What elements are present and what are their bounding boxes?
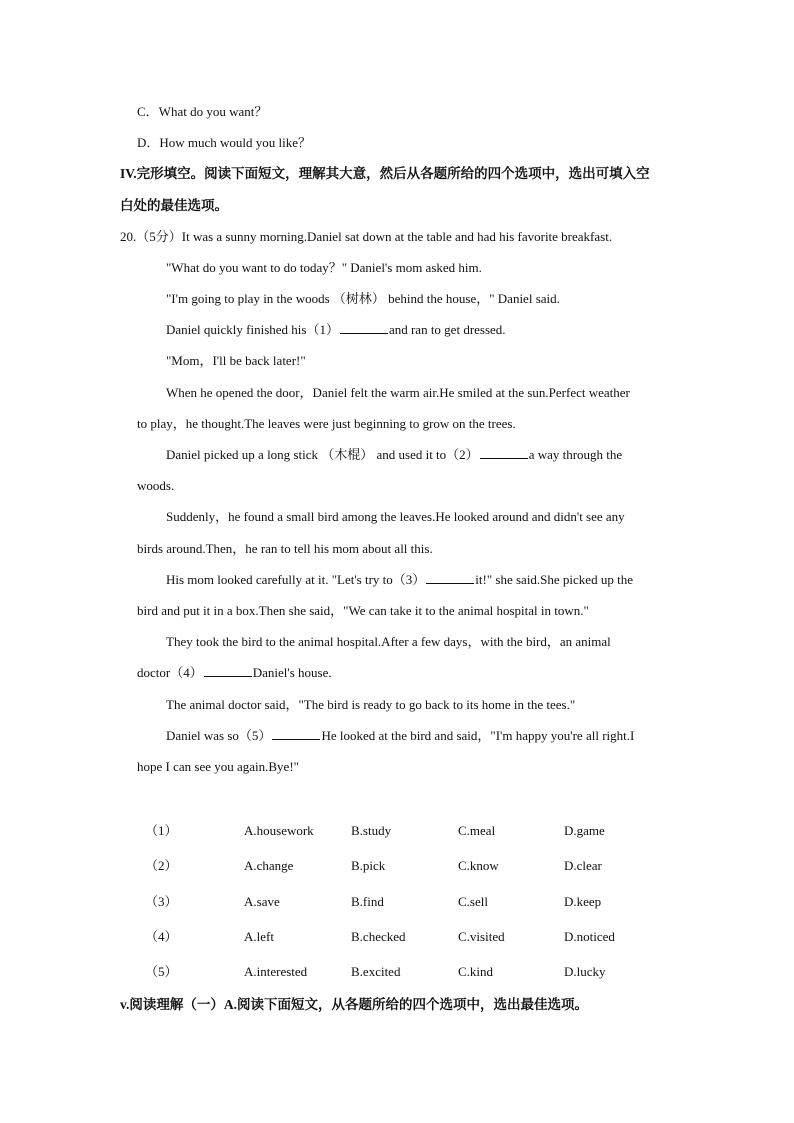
choice-c: C.visited	[458, 929, 505, 944]
choice-d: D.keep	[564, 894, 602, 909]
choice-number: （1）	[145, 823, 178, 838]
blank-1	[340, 321, 388, 334]
passage-para-7-line2: birds around.Then，he ran to tell his mom about all this.	[137, 541, 433, 556]
passage-para-11-line2: hope I can see you again.Bye!"	[137, 759, 299, 774]
option-d: D．How much would you like？	[137, 135, 312, 150]
para-11-before-blank: Daniel was so（5）	[166, 728, 272, 743]
section-4-heading-line1: IV.完形填空。阅读下面短文，理解其大意，然后从各题所给的四个选项中，选出可填入空	[120, 166, 650, 181]
passage-para-2: "I'm going to play in the woods （树林） behind the house，" Daniel said.	[166, 291, 560, 306]
choice-number: （5）	[145, 964, 178, 979]
choice-d: D.noticed	[564, 929, 615, 944]
choice-row-4	[145, 928, 705, 946]
para-8-after-blank: it!" she said.She picked up the	[475, 572, 633, 587]
para-9-after-blank: Daniel's house.	[252, 665, 332, 680]
choice-row-1	[145, 822, 705, 840]
choice-a: A.interested	[244, 964, 308, 979]
section-5-heading: v.阅读理解（一）A.阅读下面短文，从各题所给的四个选项中，选出最佳选项。	[120, 997, 589, 1012]
choice-c: C.sell	[458, 894, 488, 909]
choice-a: A.housework	[244, 823, 314, 838]
blank-4	[204, 664, 252, 677]
choice-number: （2）	[145, 858, 178, 873]
choice-d: D.game	[564, 823, 605, 838]
passage-para-1: "What do you want to do today？" Daniel's mom asked him.	[166, 260, 482, 275]
choice-row-5	[145, 963, 705, 981]
choice-number: （3）	[145, 894, 178, 909]
passage-para-5-line1: When he opened the door，Daniel felt the warm air.He smiled at the sun.Perfect weather	[166, 385, 630, 400]
blank-3	[426, 571, 474, 584]
choice-b: B.excited	[351, 964, 401, 979]
choice-b: B.pick	[351, 858, 386, 873]
choice-c: C.meal	[458, 823, 496, 838]
para-6-after-blank: a way through the	[528, 447, 623, 462]
choice-c: C.kind	[458, 964, 494, 979]
choice-row-2	[145, 857, 705, 875]
para-6-before-blank: Daniel picked up a long stick （木棍） and used it to（2）	[166, 447, 479, 462]
passage-para-6-line2: woods.	[137, 478, 175, 493]
passage-para-8-line1	[166, 571, 633, 589]
blank-2	[480, 446, 528, 459]
choice-d: D.lucky	[564, 964, 606, 979]
passage-para-10: The animal doctor said，"The bird is ready to go back to its home in the tees."	[166, 697, 576, 712]
choice-a: A.save	[244, 894, 280, 909]
passage-para-11-line1	[166, 727, 634, 745]
passage-para-4: "Mom，I'll be back later!"	[166, 353, 306, 368]
choice-row-3	[145, 893, 705, 911]
choice-a: A.left	[244, 929, 274, 944]
choice-d: D.clear	[564, 858, 602, 873]
question-20-first-line: 20.（5分）It was a sunny morning.Daniel sat down at the table and had his favorite breakfast.	[120, 229, 613, 244]
para-11-after-blank: He looked at the bird and said，"I'm happy you're all right.I	[321, 728, 635, 743]
choice-b: B.study	[351, 823, 392, 838]
passage-para-8-line2: bird and put it in a box.Then she said，"We can take it to the animal hospital in town."	[137, 603, 589, 618]
choice-c: C.know	[458, 858, 499, 873]
section-4-heading-line2: 白处的最佳选项。	[120, 198, 228, 213]
passage-para-7-line1: Suddenly，he found a small bird among the leaves.He looked around and didn't see any	[166, 509, 625, 524]
choice-a: A.change	[244, 858, 294, 873]
passage-para-6-line1	[166, 446, 622, 464]
passage-para-3	[166, 321, 506, 339]
para-9-before-blank: doctor（4）	[137, 665, 203, 680]
choice-number: （4）	[145, 929, 178, 944]
para-3-before-blank: Daniel quickly finished his（1）	[166, 322, 339, 337]
passage-para-9-line1: They took the bird to the animal hospital.After a few days，with the bird，an animal	[166, 634, 611, 649]
option-c: C．What do you want？	[137, 104, 268, 119]
para-3-after-blank: and ran to get dressed.	[388, 322, 506, 337]
para-8-before-blank: His mom looked carefully at it. "Let's try to（3）	[166, 572, 426, 587]
passage-para-5-line2: to play，he thought.The leaves were just beginning to grow on the trees.	[137, 416, 516, 431]
choice-b: B.checked	[351, 929, 406, 944]
passage-para-9-line2	[137, 664, 332, 682]
blank-5	[272, 727, 320, 740]
choice-b: B.find	[351, 894, 384, 909]
